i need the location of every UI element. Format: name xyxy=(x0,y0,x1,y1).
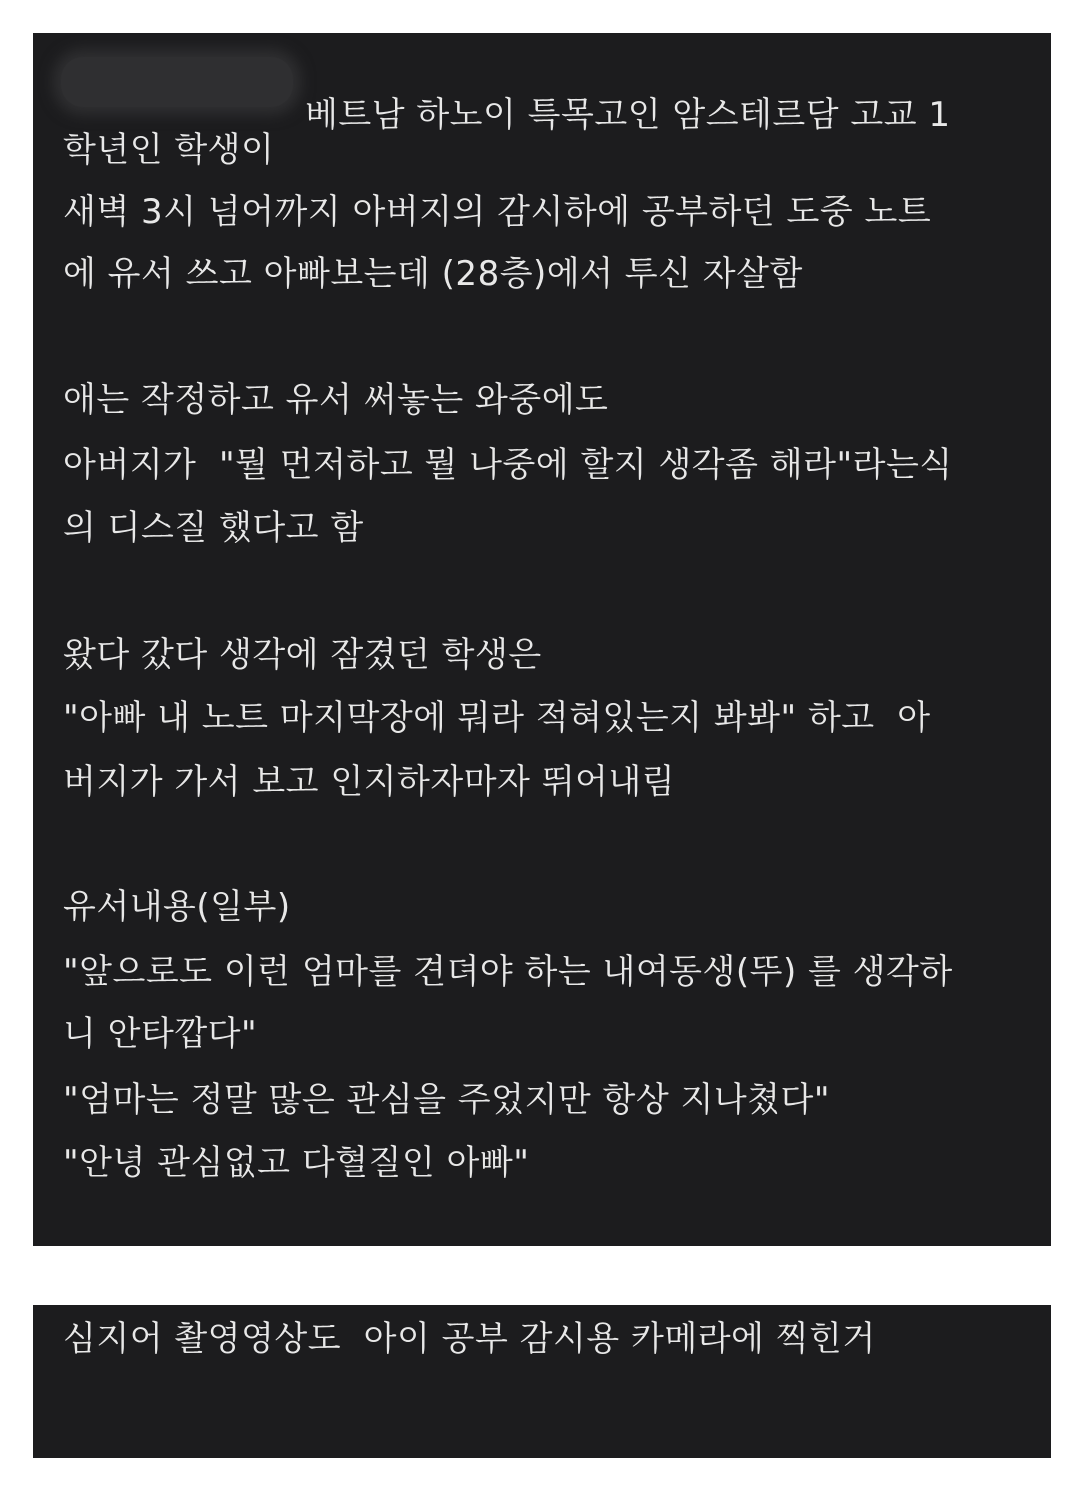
post-line: 버지가 가서 보고 인지하자마자 뛰어내림 xyxy=(63,762,676,802)
post-line: "아빠 내 노트 마지막장에 뭐라 적혀있는지 봐봐" 하고 아 xyxy=(63,698,931,738)
post-line: 베트남 하노이 특목고인 암스테르담 고교 1 xyxy=(305,95,951,135)
footer-note-text: 심지어 촬영영상도 아이 공부 감시용 카메라에 찍힌거 xyxy=(63,1319,876,1359)
post-line: 애는 작정하고 유서 써놓는 와중에도 xyxy=(63,380,609,420)
post-line: 니 안타깝다" xyxy=(63,1014,258,1054)
post-line: 왔다 갔다 생각에 잠겼던 학생은 xyxy=(63,635,542,675)
post-line: "엄마는 정말 많은 관심을 주었지만 항상 지나쳤다" xyxy=(63,1080,831,1120)
post-line: 학년인 학생이 xyxy=(63,130,275,170)
redacted-username xyxy=(61,57,293,107)
post-line: 에 유서 쓰고 아빠보는데 (28층)에서 투신 자살함 xyxy=(63,254,803,294)
post-line: "안녕 관심없고 다혈질인 아빠" xyxy=(63,1143,530,1183)
post-line: 의 디스질 했다고 함 xyxy=(63,508,364,548)
post-line: 새벽 3시 넘어까지 아버지의 감시하에 공부하던 도중 노트 xyxy=(63,192,932,232)
footer-note-card xyxy=(33,1305,1051,1458)
post-line: 아버지가 "뭘 먼저하고 뭘 나중에 할지 생각좀 해라"라는식 xyxy=(63,445,953,485)
post-line: 유서내용(일부) xyxy=(63,887,291,927)
post-content-card xyxy=(33,33,1051,1246)
post-line: "앞으로도 이런 엄마를 견뎌야 하는 내여동생(뚜) 를 생각하 xyxy=(63,952,953,992)
